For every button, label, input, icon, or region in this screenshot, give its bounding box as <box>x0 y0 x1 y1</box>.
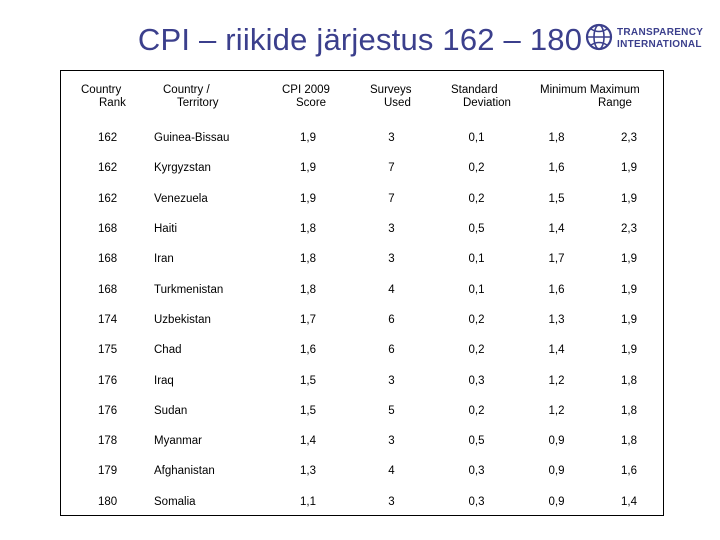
cell-minimum: 0,9 <box>548 495 565 508</box>
cell-cpi-score: 1,9 <box>300 132 316 145</box>
cell-cpi-score: 1,5 <box>300 374 316 387</box>
cell-rank: 176 <box>98 404 118 417</box>
cpi-table <box>60 70 664 516</box>
cell-country: Haiti <box>154 223 178 236</box>
logo-line-2: INTERNATIONAL <box>617 39 702 50</box>
cell-surveys-used: 6 <box>388 313 395 326</box>
cell-standard-deviation: 0,2 <box>468 313 485 326</box>
cell-standard-deviation: 0,1 <box>468 253 485 266</box>
cell-maximum: 2,3 <box>621 132 637 145</box>
cell-maximum: 1,6 <box>621 465 637 478</box>
cell-maximum: 2,3 <box>621 223 637 236</box>
cell-standard-deviation: 0,1 <box>468 132 485 145</box>
cell-minimum: 1,8 <box>548 132 565 145</box>
cell-standard-deviation: 0,3 <box>468 465 485 478</box>
cell-cpi-score: 1,8 <box>300 223 316 236</box>
cell-country: Sudan <box>154 404 188 417</box>
table-row <box>61 335 665 365</box>
cell-country: Iran <box>154 253 174 266</box>
cell-rank: 162 <box>98 132 118 145</box>
cell-country: Uzbekistan <box>154 313 211 326</box>
transparency-international-logo <box>585 20 717 56</box>
cell-rank: 175 <box>98 344 118 357</box>
cell-surveys-used: 3 <box>388 132 395 145</box>
cell-rank: 168 <box>98 283 118 296</box>
cell-surveys-used: 7 <box>388 162 395 175</box>
cell-standard-deviation: 0,5 <box>468 223 485 236</box>
cell-standard-deviation: 0,5 <box>468 435 485 448</box>
cell-maximum: 1,9 <box>621 313 637 326</box>
cell-country: Afghanistan <box>154 465 215 478</box>
table-row <box>61 153 665 183</box>
cell-maximum: 1,8 <box>621 374 637 387</box>
cell-country: Venezuela <box>154 192 208 205</box>
cell-cpi-score: 1,6 <box>300 344 316 357</box>
cell-minimum: 1,6 <box>548 283 565 296</box>
cell-minimum: 1,4 <box>548 223 565 236</box>
cell-standard-deviation: 0,2 <box>468 162 485 175</box>
cell-maximum: 1,4 <box>621 495 637 508</box>
cell-country: Myanmar <box>154 435 202 448</box>
cell-surveys-used: 3 <box>388 374 395 387</box>
header-cpi-score: CPI 2009 Score <box>282 84 330 109</box>
cell-rank: 180 <box>98 495 118 508</box>
cell-cpi-score: 1,3 <box>300 465 316 478</box>
cell-maximum: 1,9 <box>621 162 637 175</box>
table-row <box>61 244 665 274</box>
cell-country: Iraq <box>154 374 174 387</box>
cell-surveys-used: 4 <box>388 283 395 296</box>
cell-standard-deviation: 0,3 <box>468 495 485 508</box>
logo-line-1: TRANSPARENCY <box>617 27 704 38</box>
table-row <box>61 426 665 456</box>
table-row <box>61 396 665 426</box>
cell-rank: 168 <box>98 253 118 266</box>
table-header-row <box>61 71 665 123</box>
cell-minimum: 1,3 <box>548 313 565 326</box>
cell-country: Kyrgyzstan <box>154 162 211 175</box>
cell-cpi-score: 1,1 <box>300 495 316 508</box>
cell-country: Somalia <box>154 495 196 508</box>
table-row <box>61 365 665 395</box>
cell-maximum: 1,8 <box>621 435 637 448</box>
cell-rank: 174 <box>98 313 118 326</box>
cell-surveys-used: 3 <box>388 435 395 448</box>
cell-maximum: 1,8 <box>621 404 637 417</box>
cell-minimum: 1,2 <box>548 374 565 387</box>
cell-rank: 178 <box>98 435 118 448</box>
table-row <box>61 274 665 304</box>
cell-rank: 162 <box>98 162 118 175</box>
table-row <box>61 456 665 486</box>
cell-country: Turkmenistan <box>154 283 224 296</box>
header-country-territory: Country / Territory <box>163 84 219 109</box>
cell-rank: 168 <box>98 223 118 236</box>
table-row <box>61 305 665 335</box>
cell-maximum: 1,9 <box>621 253 637 266</box>
cell-rank: 176 <box>98 374 118 387</box>
cell-cpi-score: 1,9 <box>300 162 316 175</box>
cell-cpi-score: 1,5 <box>300 404 316 417</box>
header-min-max-range: Minimum Maximum Range <box>540 84 640 109</box>
header-surveys-used: Surveys Used <box>370 84 412 109</box>
cell-maximum: 1,9 <box>621 192 637 205</box>
table-row <box>61 184 665 214</box>
cell-surveys-used: 5 <box>388 404 395 417</box>
cell-surveys-used: 6 <box>388 344 395 357</box>
cell-minimum: 1,4 <box>548 344 565 357</box>
cell-surveys-used: 7 <box>388 192 395 205</box>
cell-minimum: 1,6 <box>548 162 565 175</box>
cell-cpi-score: 1,8 <box>300 283 316 296</box>
cell-maximum: 1,9 <box>621 344 637 357</box>
cell-surveys-used: 3 <box>388 253 395 266</box>
table-row <box>61 123 665 153</box>
cell-rank: 179 <box>98 465 118 478</box>
cell-minimum: 1,5 <box>548 192 565 205</box>
cell-minimum: 0,9 <box>548 435 565 448</box>
cell-standard-deviation: 0,2 <box>468 344 485 357</box>
cell-standard-deviation: 0,2 <box>468 404 485 417</box>
header-standard-deviation: Standard Deviation <box>451 84 511 109</box>
table-row <box>61 214 665 244</box>
cell-standard-deviation: 0,1 <box>468 283 485 296</box>
cell-minimum: 1,2 <box>548 404 565 417</box>
page-title: CPI – riikide järjestus 162 – 180 <box>137 22 583 57</box>
cell-standard-deviation: 0,2 <box>468 192 485 205</box>
cell-rank: 162 <box>98 192 118 205</box>
cell-surveys-used: 3 <box>388 495 395 508</box>
header-country-rank: Country Rank <box>81 84 126 109</box>
globe-icon <box>585 23 613 51</box>
cell-cpi-score: 1,9 <box>300 192 316 205</box>
cell-cpi-score: 1,4 <box>300 435 316 448</box>
cell-cpi-score: 1,7 <box>300 313 316 326</box>
cell-minimum: 0,9 <box>548 465 565 478</box>
cell-surveys-used: 3 <box>388 223 395 236</box>
cell-standard-deviation: 0,3 <box>468 374 485 387</box>
cell-cpi-score: 1,8 <box>300 253 316 266</box>
cell-country: Chad <box>154 344 182 357</box>
cell-surveys-used: 4 <box>388 465 395 478</box>
cell-maximum: 1,9 <box>621 283 637 296</box>
table-row <box>61 487 665 517</box>
cell-country: Guinea-Bissau <box>154 132 230 145</box>
cell-minimum: 1,7 <box>548 253 565 266</box>
